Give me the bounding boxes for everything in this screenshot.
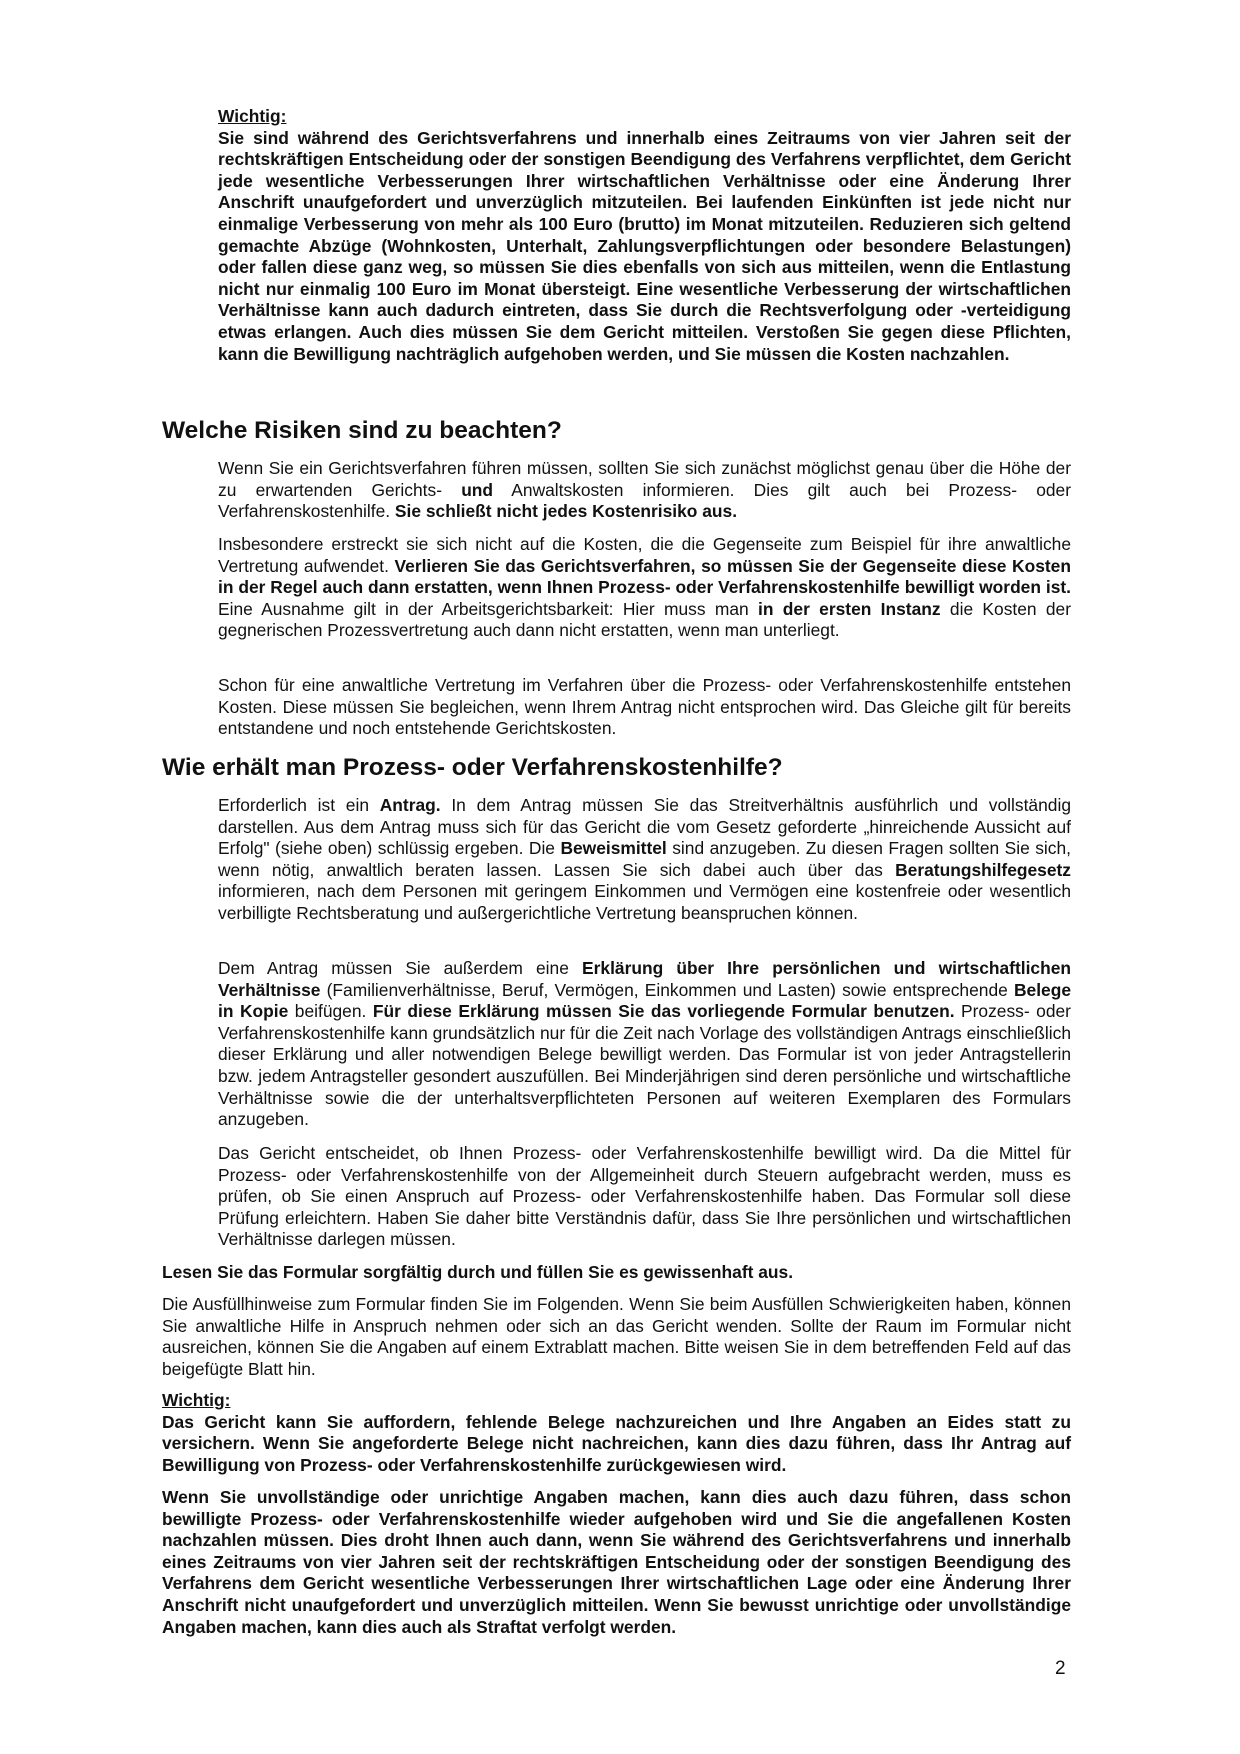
important-text: Wenn Sie unvollständige oder unrichtige Angaben machen, kann dies auch dazu führen, dass schon bewilligte Prozess- oder Verfahrenskostenhilfe wieder aufgehoben wird und Sie die angefallenen Kosten nachzahlen müssen. Dies droht Ihnen auch dann, wenn Sie während des Gerichtsverfahrens und innerhalb eines Zeitraums von vier Jahren seit der rechtskräftigen Entscheidung oder der sonstigen Beendigung des Verfahrens dem Gericht wesentliche Verbesserungen Ihrer wirtschaftlichen Lage oder eine Änderung Ihrer Anschrift nicht unaufgefordert und unverzüglich mitteilen. Wenn Sie bewusst unrichtige oder unvollständige Angaben machen, kann dies auch als Straftat verfolgt werden. xyxy=(162,1487,1071,1637)
important-text: Das Gericht kann Sie auffordern, fehlende Belege nachzureichen und Ihre Angaben an Eides statt zu versichern. Wenn Sie angeforderte Belege nicht nachreichen, kann dies dazu führen, dass Ihr Antrag auf Bewilligung von Prozess- oder Verfahrenskostenhilfe zurückgewiesen wird. xyxy=(162,1411,1071,1475)
paragraph: Schon für eine anwaltliche Vertretung im Verfahren über die Prozess- oder Verfahrenskostenhilfe entstehen Kosten. Diese müssen Sie begleichen, wenn Ihrem Antrag nicht entsprochen wird. Das Gleiche gilt für bereits entstandene und noch entstehende Gerichtskosten. xyxy=(218,675,1071,739)
important-label: Wichtig: xyxy=(218,106,287,126)
paragraph: Das Gericht entscheidet, ob Ihnen Prozess- oder Verfahrenskostenhilfe bewilligt wird. Da die Mittel für Prozess- oder Verfahrenskostenhilfe von der Allgemeinheit durch Steuern aufgebracht werden, muss es prüfen, ob Sie einen Anspruch auf Prozess- oder Verfahrenskostenhilfe haben. Das Formular soll diese Prüfung erleichtern. Haben Sie daher bitte Verständnis dafür, dass Sie Ihre persönlichen und wirtschaftlichen Verhältnisse darlegen müssen. xyxy=(218,1143,1071,1250)
important-notice-1 xyxy=(218,106,1071,365)
paragraph: Erforderlich ist ein Antrag. In dem Antrag müssen Sie das Streitverhältnis ausführlich und vollständig darstellen. Aus dem Antrag muss sich für das Gericht die vom Gesetz geforderte „hinreichende Aussicht auf Erfolg" (siehe oben) schlüssig ergeben. Die Beweismittel sind anzugeben. Zu diesen Fragen sollten Sie sich, wenn nötig, anwaltlich beraten lassen. Lassen Sie sich dabei auch über das Beratungshilfegesetz informieren, nach dem Personen mit geringem Einkommen und Vermögen eine kostenfreie oder wesentlich verbilligte Rechtsberatung und außergerichtliche Vertretung beanspruchen können. xyxy=(218,795,1071,923)
paragraph: Dem Antrag müssen Sie außerdem eine Erklärung über Ihre persönlichen und wirtschaftlichen Verhältnisse (Familienverhältnisse, Beruf, Vermögen, Einkommen und Lasten) sowie entsprechende Belege in Kopie beifügen. Für diese Erklärung müssen Sie das vorliegende Formular benutzen. Prozess- oder Verfahrenskostenhilfe kann grundsätzlich nur für die Zeit nach Vorlage des vollständigen Antrags einschließlich dieser Erklärung und aller notwendigen Belege bewilligt werden. Das Formular ist von jeder Antragstellerin bzw. jedem Antragsteller gesondert auszufüllen. Bei Minderjährigen sind deren persönliche und wirtschaftliche Verhältnisse sowie die der unterhaltsverpflichteten Personen auf weiteren Exemplaren des Formulars anzugeben. xyxy=(218,958,1071,1130)
section-heading-application: Wie erhält man Prozess- oder Verfahrenskostenhilfe? xyxy=(162,754,783,781)
important-text: Sie sind während des Gerichtsverfahrens und innerhalb eines Zeitraums von vier Jahren seit der rechtskräftigen Entscheidung oder der sonstigen Beendigung des Verfahrens verpflichtet, dem Gericht jede wesentliche Verbesserungen Ihrer wirtschaftlichen Verhältnisse oder eine Änderung Ihrer Anschrift unaufgefordert und unverzüglich mitzuteilen. Bei laufenden Einkünften ist jede nicht nur einmalige Verbesserung von mehr als 100 Euro (brutto) im Monat mitzuteilen. Reduzieren sich geltend gemachte Abzüge (Wohnkosten, Unterhalt, Zahlungsverpflichtungen oder besondere Belastungen) oder fallen diese ganz weg, so müssen Sie dies ebenfalls von sich aus mitteilen, wenn die Entlastung nicht nur einmalig 100 Euro im Monat übersteigt. Eine wesentliche Verbesserung der wirtschaftlichen Verhältnisse kann auch dadurch eintreten, dass Sie durch die Rechtsverfolgung oder -verteidigung etwas erlangen. Auch dies müssen Sie dem Gericht mitteilen. Verstoßen Sie gegen diese Pflichten, kann die Bewilligung nachträglich aufgehoben werden, und Sie müssen die Kosten nachzahlen. xyxy=(218,127,1071,364)
important-notice-2 xyxy=(162,1390,1071,1476)
page-number: 2 xyxy=(1055,1658,1066,1679)
paragraph: Die Ausfüllhinweise zum Formular finden Sie im Folgenden. Wenn Sie beim Ausfüllen Schwierigkeiten haben, können Sie anwaltliche Hilfe in Anspruch nehmen oder sich an das Gericht wenden. Sollte der Raum im Formular nicht ausreichen, können Sie die Angaben auf einem Extrablatt machen. Bitte weisen Sie in dem betreffenden Feld auf das beigefügte Blatt hin. xyxy=(162,1294,1071,1379)
important-label: Wichtig: xyxy=(162,1390,231,1410)
section-heading-risks: Welche Risiken sind zu beachten? xyxy=(162,417,562,444)
paragraph: Wenn Sie ein Gerichtsverfahren führen müssen, sollten Sie sich zunächst möglichst genau über die Höhe der zu erwartenden Gerichts- und Anwaltskosten informieren. Dies gilt auch bei Prozess- oder Verfahrenskostenhilfe. Sie schließt nicht jedes Kostenrisiko aus. xyxy=(218,458,1072,522)
instruction-bold: Lesen Sie das Formular sorgfältig durch und füllen Sie es gewissenhaft aus. xyxy=(162,1262,794,1282)
paragraph: Insbesondere erstreckt sie sich nicht auf die Kosten, die die Gegenseite zum Beispiel für ihre anwaltliche Vertretung aufwendet. Verlieren Sie das Gerichtsverfahren, so müssen Sie der Gegenseite diese Kosten in der Regel auch dann erstatten, wenn Ihnen Prozess- oder Verfahrenskostenhilfe bewilligt worden ist. Eine Ausnahme gilt in der Arbeitsgerichtsbarkeit: Hier muss man in der ersten Instanz die Kosten der gegnerischen Prozessvertretung auch dann nicht erstatten, wenn man unterliegt. xyxy=(218,534,1072,641)
